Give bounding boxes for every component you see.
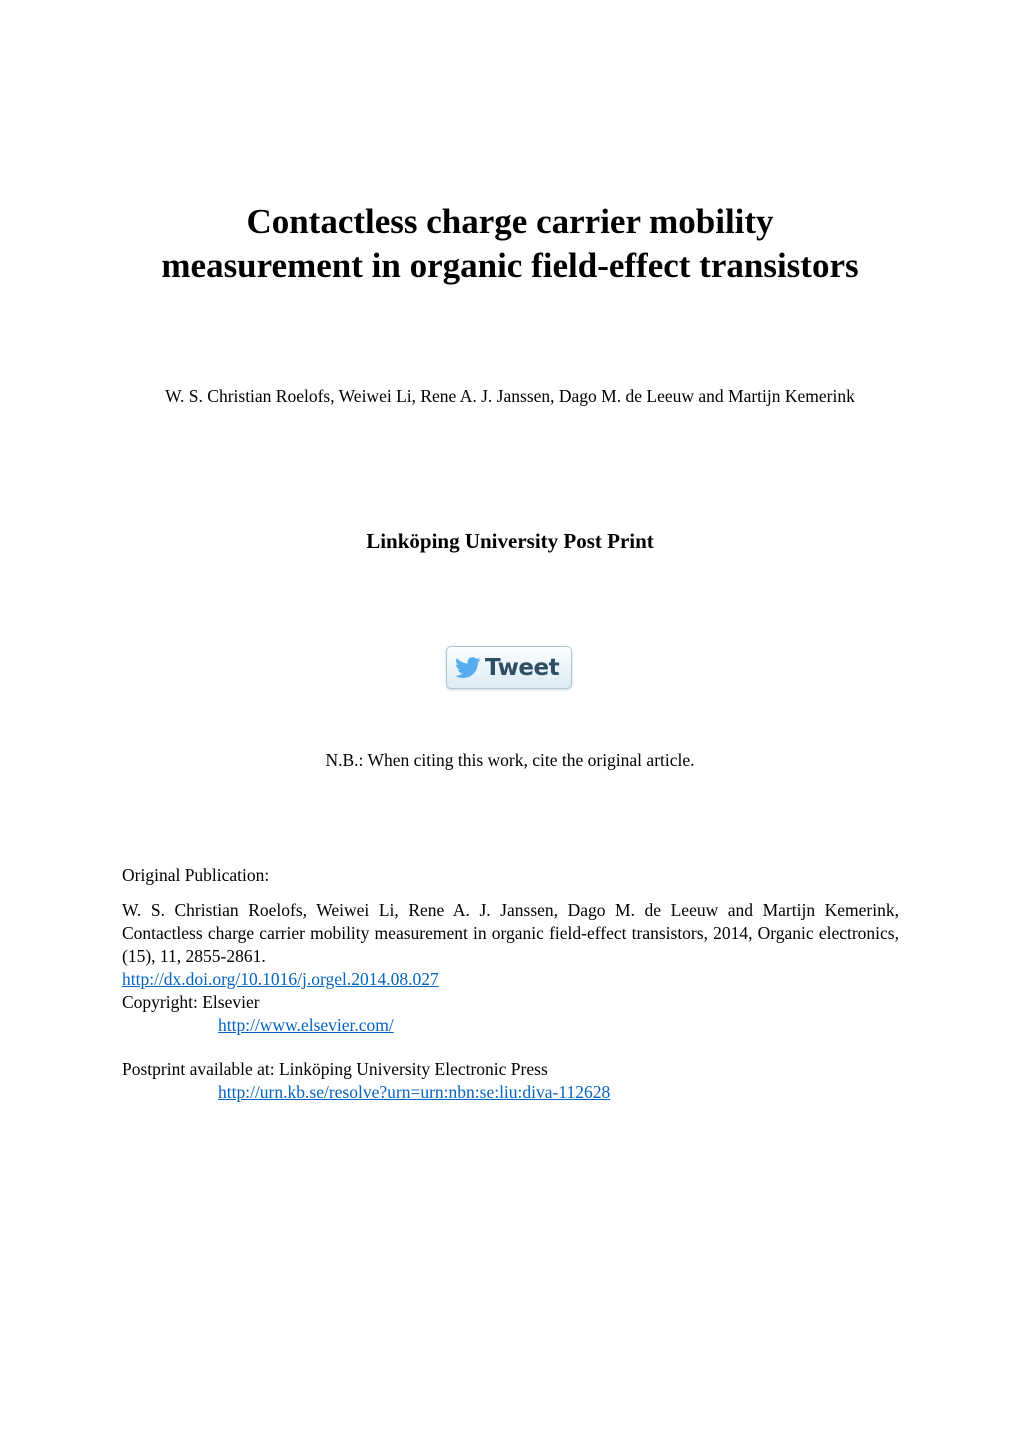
document-title	[0, 200, 1020, 288]
copyright-text: Copyright: Elsevier	[122, 992, 260, 1012]
postprint-availability-text: Postprint available at: Linköping University Electronic Press	[122, 1059, 548, 1079]
publisher-link[interactable]: http://www.elsevier.com/	[218, 1015, 394, 1035]
citation-text: W. S. Christian Roelofs, Weiwei Li, Rene A. J. Janssen, Dago M. de Leeuw and Martijn Kemerink, Contactless charge carrier mobility measurement in organic field-effect transistors, 2014, Organic electronics, (15), 11, 2855-2861.	[122, 900, 899, 966]
spacer	[122, 1037, 899, 1058]
original-publication-block	[122, 864, 899, 1104]
title-line-1: Contactless charge carrier mobility	[246, 202, 774, 241]
twitter-bird-icon	[455, 657, 481, 679]
tweet-label: Tweet	[485, 655, 560, 681]
postprint-label: Linköping University Post Print	[366, 529, 654, 553]
citation-note: N.B.: When citing this work, cite the original article.	[325, 750, 695, 770]
original-publication-label: Original Publication:	[122, 865, 270, 885]
author-list: W. S. Christian Roelofs, Weiwei Li, Rene A. J. Janssen, Dago M. de Leeuw and Martijn Kemerink	[165, 386, 855, 406]
doi-link[interactable]: http://dx.doi.org/10.1016/j.orgel.2014.08.027	[122, 969, 439, 989]
tweet-button[interactable]	[446, 646, 572, 689]
title-line-2: measurement in organic field-effect transistors	[161, 246, 859, 285]
repository-link[interactable]: http://urn.kb.se/resolve?urn=urn:nbn:se:liu:diva-112628	[218, 1082, 611, 1102]
